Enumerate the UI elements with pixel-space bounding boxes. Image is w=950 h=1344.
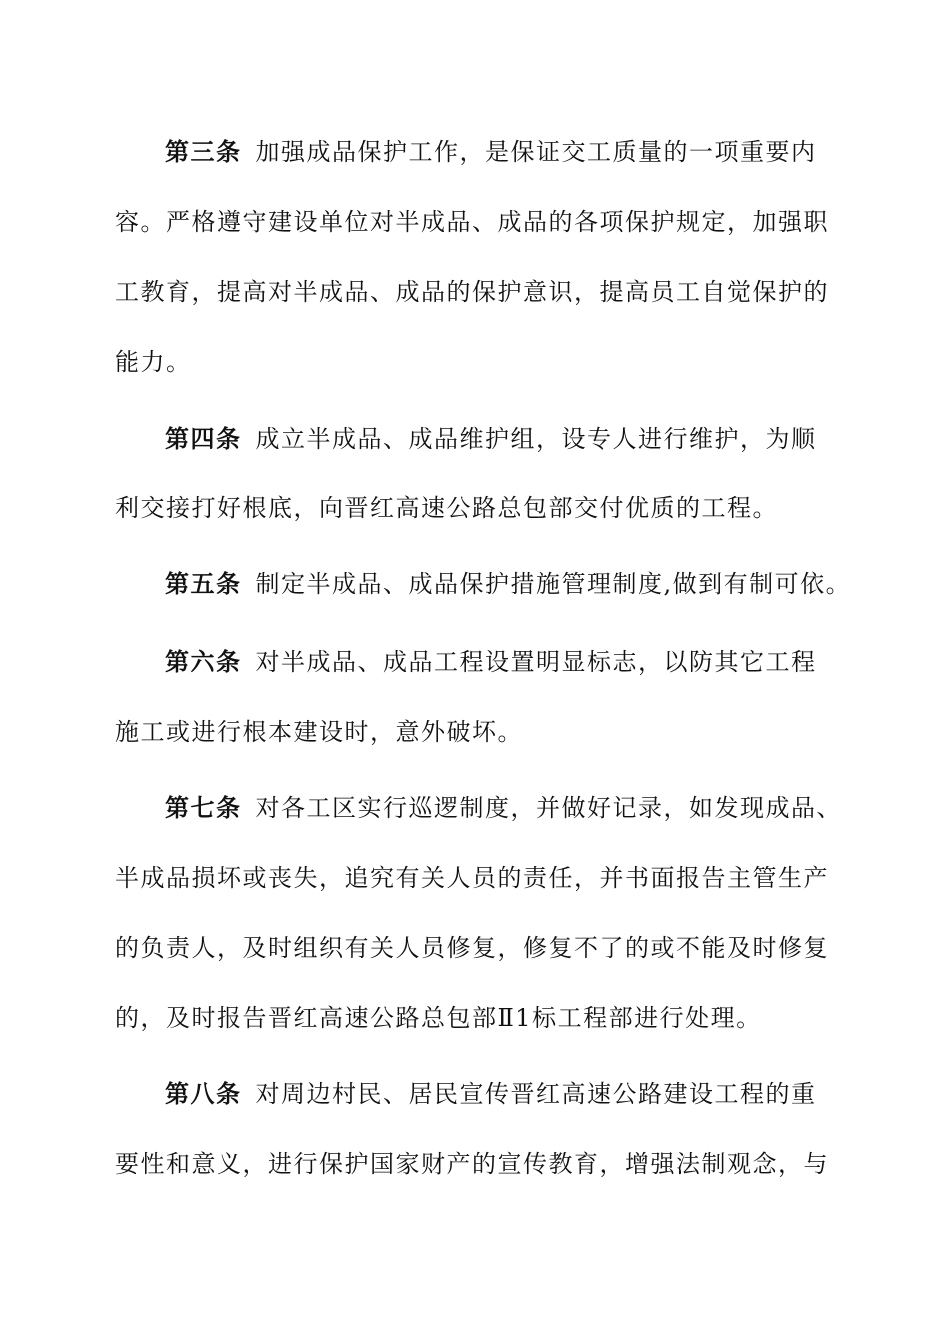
- article-6-line-1: [165, 646, 895, 678]
- article-8-heading: 第八条: [165, 1079, 242, 1108]
- article-6-text-1: 对半成品、成品工程设置明显标志，以防其它工程: [255, 648, 817, 676]
- article-4-line-2: 利交接打好根底，向晋红高速公路总包部交付优质的工程。: [115, 494, 778, 522]
- article-8-line-2: 要性和意义，进行保护国家财产的宣传教育，增强法制观念，与: [115, 1150, 829, 1178]
- article-5-heading: 第五条: [165, 569, 242, 598]
- article-7-text-1: 对各工区实行巡逻制度，并做好记录，如发现成品、: [255, 794, 842, 822]
- article-3-line-3: 工教育，提高对半成品、成品的保护意识，提高员工自觉保护的: [115, 278, 829, 306]
- article-3-text-1: 加强成品保护工作，是保证交工质量的一项重要内: [255, 138, 817, 166]
- article-4-heading: 第四条: [165, 424, 242, 453]
- article-6-heading: 第六条: [165, 647, 242, 676]
- article-3-line-4: 能力。: [115, 348, 192, 376]
- article-7-heading: 第七条: [165, 793, 242, 822]
- article-4-line-1: [165, 423, 895, 455]
- article-3-line-2: 容。严格遵守建设单位对半成品、成品的各项保护规定，加强职: [115, 208, 829, 236]
- article-3-line-1: [165, 136, 895, 168]
- article-5-line-1: [165, 568, 895, 600]
- article-8-line-1: [165, 1078, 895, 1110]
- article-7-line-4: 的，及时报告晋红高速公路总包部Ⅱ1标工程部进行处理。: [115, 1004, 762, 1032]
- article-5-text-1: 制定半成品、成品保护措施管理制度,做到有制可依。: [255, 570, 852, 598]
- article-7-line-2: 半成品损坏或丧失，追究有关人员的责任，并书面报告主管生产: [115, 864, 829, 892]
- article-7-line-3: 的负责人，及时组织有关人员修复，修复不了的或不能及时修复: [115, 934, 829, 962]
- article-4-text-1: 成立半成品、成品维护组，设专人进行维护，为顺: [255, 425, 817, 453]
- article-6-line-2: 施工或进行根本建设时，意外破坏。: [115, 718, 523, 746]
- article-7-line-1: [165, 792, 895, 824]
- article-8-text-1: 对周边村民、居民宣传晋红高速公路建设工程的重: [255, 1080, 817, 1108]
- article-3-heading: 第三条: [165, 137, 242, 166]
